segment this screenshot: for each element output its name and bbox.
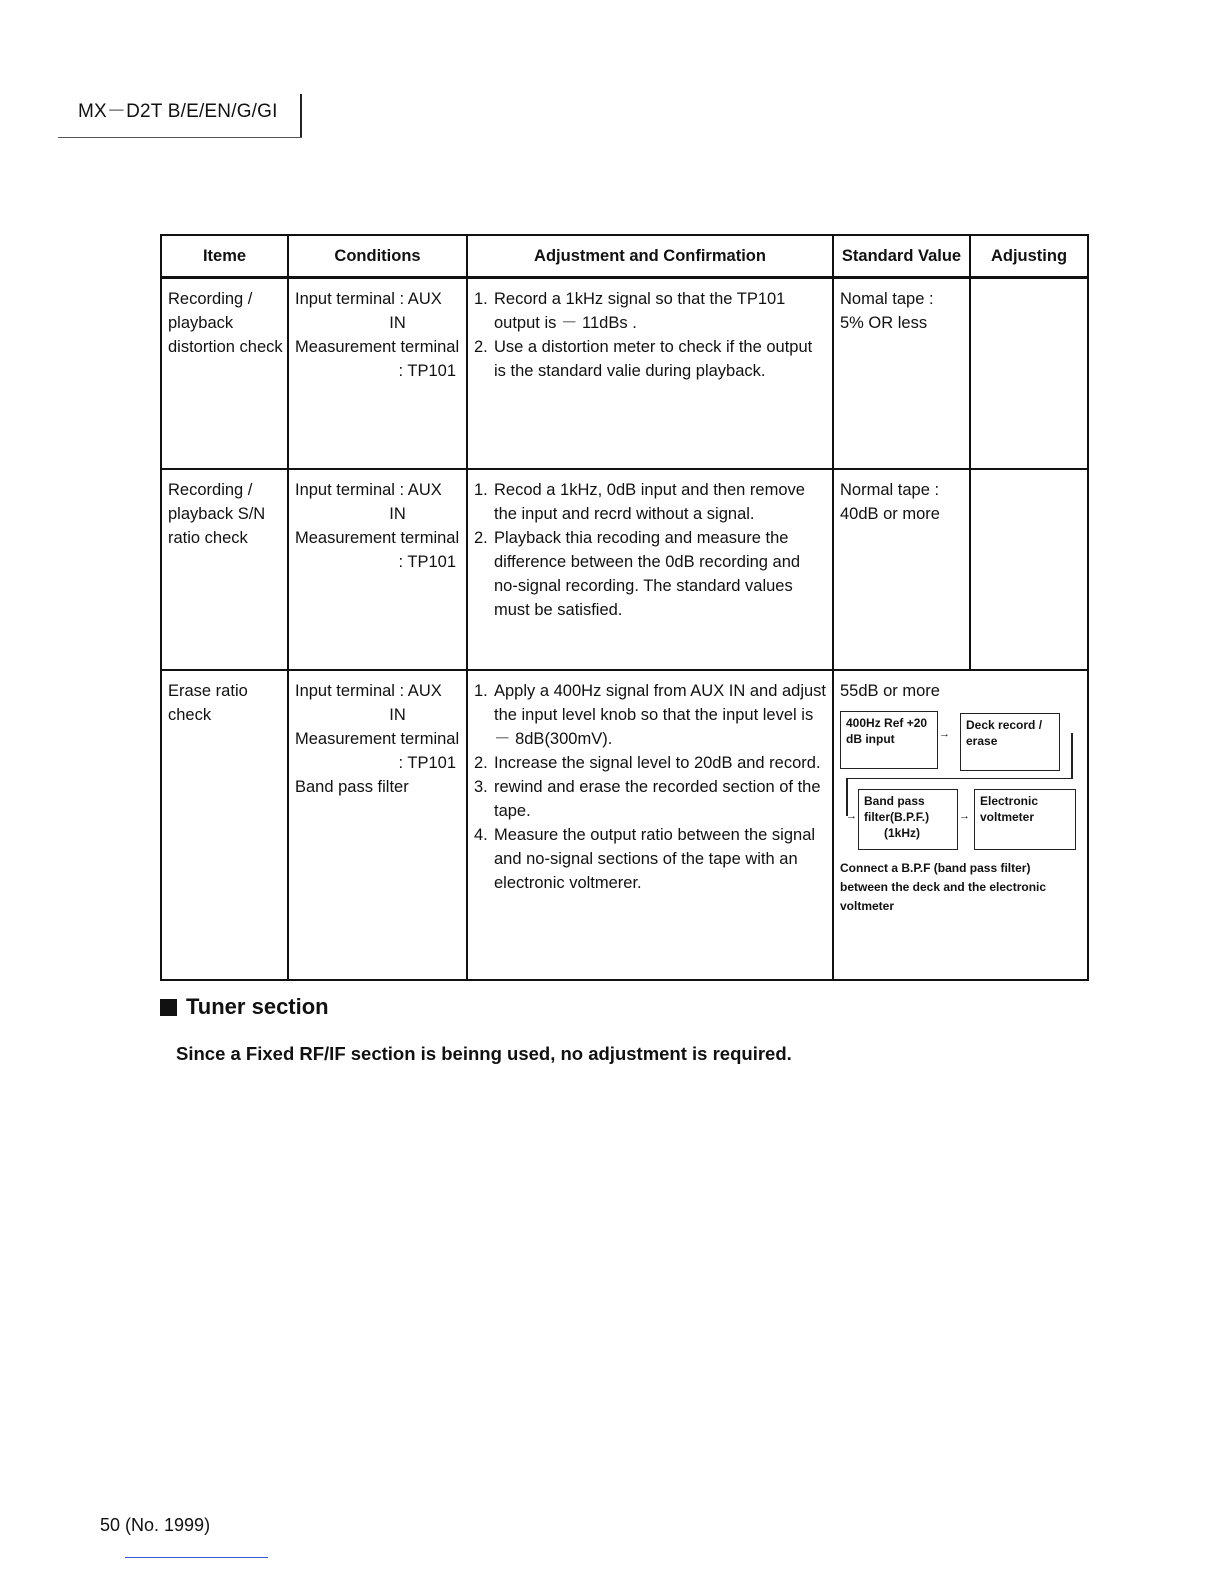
arrow-right-icon: →: [939, 727, 950, 740]
item-line: playback S/N: [168, 504, 266, 523]
standard-cell: [833, 278, 970, 469]
step: 2. Playback thia recoding and measure the difference between the 0dB recording and no-signal recording. The standard values must be satisfied.: [474, 528, 801, 619]
conditions-cell: [288, 278, 467, 469]
tuner-section-heading: [160, 994, 329, 1020]
step: 3. rewind and erase the recorded section of the tape.: [474, 777, 821, 820]
header-standard-value: Standard Value: [833, 235, 970, 278]
tuner-section-title: Tuner section: [186, 994, 329, 1019]
condition-line: Measurement terminal: [295, 338, 460, 356]
item-line: Recording /: [168, 290, 253, 308]
connector-line: [846, 778, 1073, 780]
model-header: MX－D2T B/E/EN/G/GI: [78, 101, 278, 122]
adjustment-cell: [467, 278, 833, 469]
item-line: Erase ratio: [168, 681, 248, 700]
connector-line: [1071, 733, 1073, 779]
band-pass-filter-box: Band pass filter(B.P.F.) (1kHz): [858, 789, 958, 850]
standard-line: Nomal tape :: [840, 290, 934, 308]
signal-input-box: 400Hz Ref +20 dB input: [840, 711, 938, 769]
standard-line: 55dB or more: [840, 681, 940, 700]
standard-line: 40dB or more: [840, 504, 940, 523]
tuner-section-note: Since a Fixed RF/IF section is beinng used, no adjustment is required.: [176, 1043, 792, 1064]
conditions-cell: [288, 670, 467, 980]
arrow-right-icon: →: [846, 809, 857, 822]
condition-line: Input terminal : AUX: [295, 290, 442, 308]
deck-box: Deck record / erase: [960, 713, 1060, 771]
adjustment-cell: [467, 670, 833, 980]
item-line: playback: [168, 314, 234, 332]
header-conditions: Conditions: [288, 235, 467, 278]
condition-line: Input terminal : AUX: [295, 681, 442, 700]
arrow-right-icon: →: [959, 809, 970, 822]
step: 2. Increase the signal level to 20dB and record.: [474, 753, 821, 772]
step: 1. Recod a 1kHz, 0dB input and then remove the input and recrd without a signal.: [474, 480, 805, 523]
condition-line: : TP101: [398, 753, 456, 772]
diagram-caption: Connect a B.P.F (band pass filter) between the deck and the electronic voltmeter: [840, 860, 1047, 913]
item-line: Recording /: [168, 480, 253, 499]
condition-line: : TP101: [398, 362, 456, 380]
condition-line: Input terminal : AUX: [295, 480, 442, 499]
item-cell: [161, 670, 288, 980]
condition-line: : TP101: [398, 552, 456, 571]
adjusting-cell: [970, 469, 1088, 670]
header-adjusting: Adjusting: [970, 235, 1088, 278]
standard-cell: [833, 469, 970, 670]
condition-line: Measurement terminal: [295, 729, 460, 748]
header-underline: [58, 137, 302, 138]
header-adjustment: Adjustment and Confirmation: [467, 235, 833, 278]
item-line: check: [168, 705, 212, 724]
table-row: [161, 670, 1088, 980]
step: 4. Measure the output ratio between the signal and no-signal sections of the tape with an electronic voltmerer.: [474, 825, 816, 892]
item-line: ratio check: [168, 528, 248, 547]
condition-line: Band pass filter: [295, 777, 409, 796]
adjusting-cell: [970, 278, 1088, 469]
condition-line: Measurement terminal: [295, 528, 460, 547]
adjustment-table: [160, 234, 1089, 981]
conditions-cell: [288, 469, 467, 670]
square-bullet-icon: [160, 999, 177, 1016]
table-row: [161, 278, 1088, 469]
table-row: [161, 469, 1088, 670]
step: 2. Use a distortion meter to check if the output is the standard valie during playback.: [474, 338, 813, 380]
standard-cell-with-diagram: [833, 670, 1088, 980]
adjustment-cell: [467, 469, 833, 670]
step: 1. Apply a 400Hz signal from AUX IN and adjust the input level knob so that the input level is － 8dB(300mV).: [474, 681, 827, 748]
footer-rule: [125, 1557, 268, 1558]
condition-line: IN: [389, 705, 406, 724]
item-line: distortion check: [168, 338, 283, 356]
header-item: Iteme: [161, 235, 288, 278]
item-cell: [161, 278, 288, 469]
item-cell: [161, 469, 288, 670]
standard-line: 5% OR less: [840, 314, 928, 332]
standard-line: Normal tape :: [840, 480, 940, 499]
condition-line: IN: [389, 314, 406, 332]
voltmeter-box: Electronic voltmeter: [974, 789, 1076, 850]
step: 1. Record a 1kHz signal so that the TP101 output is － 11dBs .: [474, 290, 786, 332]
header-divider: [300, 94, 302, 138]
condition-line: IN: [389, 504, 406, 523]
connection-diagram: [840, 711, 1085, 951]
page-number: 50 (No. 1999): [100, 1515, 211, 1535]
table-header-row: [161, 235, 1088, 278]
